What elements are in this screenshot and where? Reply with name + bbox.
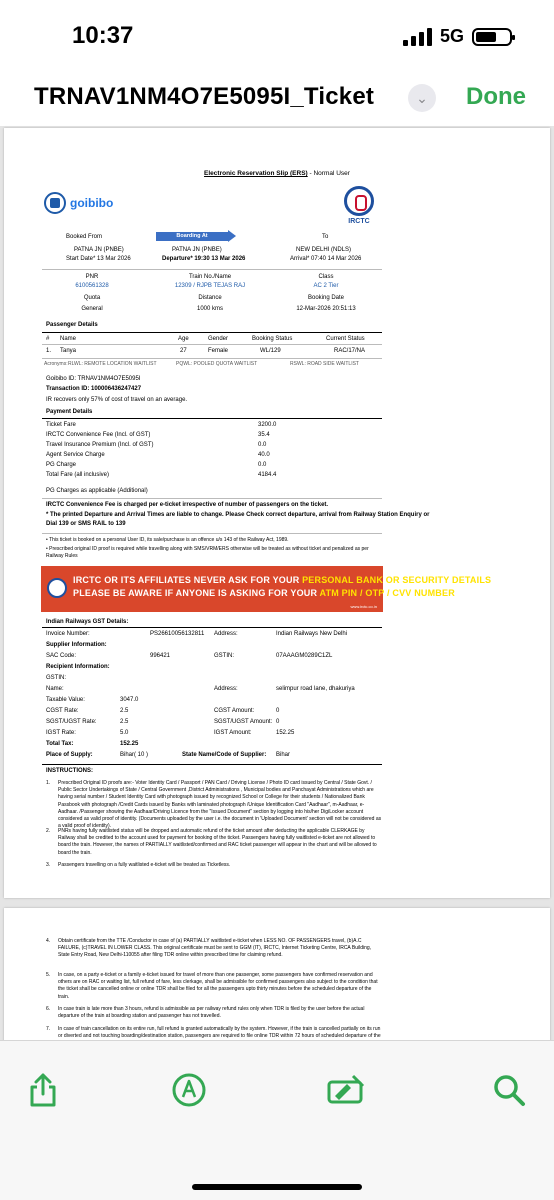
banner-line-1-a: IRCTC OR ITS AFFILIATES NEVER ASK FOR YOUR [73,575,303,585]
divider [42,533,382,534]
booking-date-label: Booking Date [307,295,345,301]
pax-header-num: # [46,336,50,342]
total-tax-value: 152.25 [120,741,139,747]
igst-rate-value: 5.0 [120,730,129,736]
convenience-note: IRCTC Convenience Fee is charged per e-ticket irrespective of number of passengers on the ticket. [46,502,329,508]
sac-value: 996421 [150,653,171,659]
pax-booking-status: WL/129 [260,348,281,354]
acronyms-label: Acronyms: [44,361,68,367]
arrival-time: Arrival* 07:40 14 Mar 2026 [290,256,362,262]
done-button[interactable]: Done [466,83,526,110]
network-type: 5G [439,26,464,46]
pax-header-booking-status: Booking Status [252,336,293,342]
place-value: Bihar( 10 ) [120,752,149,758]
taxable-label: Taxable Value: [46,697,85,703]
sgst-rate-label: SGST/UGST Rate: [46,719,97,725]
class-label: Class [318,274,334,280]
payment-label: Total Fare (all inclusive) [46,472,110,478]
home-indicator[interactable] [192,1184,362,1190]
invoice-value: PS26610056132811 [150,631,205,637]
divider [42,344,382,345]
state-value: Bihar [276,752,291,758]
instruction-4: Obtain certificate from the TTE /Conductor in case of (a) PARTIALLY waitlisted e-ticket when LESS NO. OF PASSENGERS travel, (b)A.C FAILURE, (c)TRAVEL IN LOWER CLASS. This original certificate must be sent to GGM (IT), IRCTC, Internet Ticketing Centre, IRCA Building, State Entry Road, New Delhi-110055 after filing TDR online within prescribed time for claiming refund. [58,938,372,959]
payment-value: 0.0 [258,462,267,468]
address-label: Address: [214,631,238,637]
instruction-num: 1. [46,780,51,786]
document-title[interactable]: TRNAV1NM4O7E5095I_Ticket [34,83,375,110]
pax-gender: Female [208,348,229,354]
class-value: AC 2 Tier [313,283,339,289]
notice-1: • This ticket is booked on a personal User ID, its sale/purchase is an offence u/s 143 of the Railway Act, 1989. [46,537,289,543]
instruction-6: In case train is late more than 3 hours, refund is admissible as per railway refund rules only when TDR is filed by the user before the actual departure of the train at boarding station and passenger has not travelled. [58,1006,365,1020]
sgst-amount-value: 0 [276,719,280,725]
signal-icon [403,28,432,46]
train-value: 12309 / RJPB TEJAS RAJ [174,283,246,289]
address-value: Indian Railways New Delhi [276,631,348,637]
notice-2: • Prescribed original ID proof is required while travelling along with SMS/VRM/ERS otherwise will be treated as without ticket and penalized as per Railway Rules [46,546,369,559]
recipient-address-label: Address: [214,686,238,692]
banner-line-2 [73,587,455,600]
recipient-gstin-label: GSTIN: [46,675,67,681]
distance-value: 1000 kms [196,306,223,312]
pax-age: 27 [180,348,187,354]
sgst-amount-label: SGST/UGST Amount: [214,719,273,725]
igst-rate-label: IGST Rate: [46,730,76,736]
instruction-num: 3. [46,862,51,868]
signature-icon[interactable] [328,1071,366,1109]
state-label: State Name/Code of Supplier: [182,752,267,758]
gstin-value: 07AAAGM0289C1ZL [276,653,333,659]
booking-date-value: 12-Mar-2026 20:51:13 [296,306,356,312]
pax-header-age: Age [178,336,189,342]
divider [42,269,382,270]
gstin-label: GSTIN: [214,653,235,659]
pax-header-gender: Gender [208,336,229,342]
ers-subtitle: - Normal User [309,170,350,177]
place-label: Place of Supply: [46,752,93,758]
sac-label: SAC Code: [46,653,77,659]
banner-line-1-b: PERSONAL BANK OR SECURITY DETAILS [302,575,492,585]
acronym-pqwl: PQWL: POOLED QUOTA WAITLIST [176,361,258,367]
banner-line-2-b: ATM PIN / OTP / CVV NUMBER [319,588,455,598]
payment-label: Travel Insurance Premium (Incl. of GST) [46,442,154,448]
boarding-station: PATNA JN (PNBE) [172,247,222,253]
cgst-amount-label: CGST Amount: [214,708,255,714]
search-icon[interactable] [490,1071,528,1109]
recover-note: IR recovers only 57% of cost of travel on an average. [46,397,188,403]
passenger-details-title: Passenger Details [46,322,98,328]
divider [42,627,382,628]
supplier-title: Supplier Information: [46,642,107,648]
chevron-down-icon[interactable]: ⌄ [408,84,436,112]
share-icon[interactable] [24,1071,62,1109]
recipient-title: Recipient Information: [46,664,110,670]
to-station: NEW DELHI (NDLS) [296,247,352,253]
banner-url: www.irctc.co.in [350,604,377,609]
sgst-rate-value: 2.5 [120,719,129,725]
invoice-label: Invoice Number: [46,631,90,637]
status-indicators [403,26,512,47]
goibibo-brand: goibibo [70,196,114,210]
pax-header-name: Name [60,336,77,342]
instruction-5: In case, on a party e-ticket or a family e-ticket issued for travel of more than one passenger, some passengers have confirmed reservation and others are on RAC or waiting list, full refund of fare, less clerkage, shall be admissible for confirmed passengers also subject to the condition that the ticket shall be cancelled online or online TDR shall be filed for all the passengers upto thirty minutes before the scheduled departure of the train. [58,972,378,1000]
pax-header-current-status: Current Status [326,336,365,342]
payment-label: Agent Service Charge [46,452,105,458]
quota-label: Quota [83,295,101,301]
acronym-rlwl: RLWL: REMOTE LOCATION WAITLIST [68,361,157,367]
notice-2-text: Prescribed original ID proof is required while travelling along with SMS/VRM/ERS otherwise will be treated as without ticket and penalized as per Railway Rules [46,546,369,559]
payment-label: IRCTC Convenience Fee (Incl. of GST) [46,432,151,438]
cgst-rate-label: CGST Rate: [46,708,79,714]
instruction-num: 2. [46,828,51,834]
payment-label: Ticket Fare [46,422,76,428]
transaction-id: Transaction ID: 100006436247427 [46,386,142,392]
goibibo-logo [44,192,113,214]
instruction-2: PNRs having fully waitlisted status will be dropped and automatic refund of the ticket amount after deducting the applicable CLERKAGE by Railway shall be credited to the account used for payment for booking of the ticket. Passengers having fully waitlisted e-ticket are not allowed to board the train. However, the names of PARTIALLY waitlisted/confirmed and RAC ticket passenger will appear in the chart and will be allowed to board the train. [58,828,377,856]
notice-1-text: This ticket is booked on a personal User ID, its sale/purchase is an offence u/s 143 of the Railway Act, 1989. [49,537,289,543]
instruction-num: 5. [46,972,51,978]
payment-details-title: Payment Details [46,409,93,415]
instruction-num: 7. [46,1026,51,1032]
banner-line-2-a: PLEASE BE AWARE IF ANYONE IS ASKING FOR YOUR [73,588,320,598]
pg-note: PG Charges as applicable (Additional) [46,488,148,494]
security-banner [41,566,492,612]
divider [42,498,382,499]
divider [42,764,382,765]
irctc-icon [47,578,67,598]
total-tax-label: Total Tax: [46,741,74,747]
departure-time: Departure* 19:30 13 Mar 2026 [162,256,246,262]
payment-value: 40.0 [258,452,270,458]
printed-note-1: * The printed Departure and Arrival Times are liable to change. Please Check correct departure, arrival from Railway Station Enquiry or [46,512,430,518]
pax-name: Tanya [60,348,77,354]
ers-title: Electronic Reservation Slip (ERS) [204,170,308,177]
cgst-rate-value: 2.5 [120,708,129,714]
divider [42,418,382,419]
payment-value: 4184.4 [258,472,277,478]
pax-num: 1. [46,348,52,354]
start-date: Start Date* 13 Mar 2026 [66,256,131,262]
bottom-toolbar [0,1040,554,1200]
document-viewer[interactable] [0,126,554,1040]
instruction-num: 4. [46,938,51,944]
railway-emblem-icon [44,192,66,214]
instruction-3: Passengers travelling on a fully waitlisted e-ticket will be treated as Ticketless. [58,862,231,868]
irctc-logo [344,186,374,225]
pax-current-status: RAC/17/NA [334,348,366,354]
instruction-num: 6. [46,1006,51,1012]
payment-value: 35.4 [258,432,270,438]
status-time: 10:37 [72,22,134,49]
status-bar [0,0,554,70]
battery-icon [472,28,512,46]
divider [42,358,382,359]
booked-from-label: Booked From [66,234,103,240]
to-label: To [322,234,329,240]
pnr-value: 6100561328 [75,283,109,289]
igst-amount-label: IGST Amount: [214,730,252,736]
recipient-address-value: selimpur road lane, dhakuriya [276,686,355,692]
pnr-label: PNR [85,274,99,280]
gst-title: Indian Railways GST Details: [46,619,129,625]
boarding-at-label: Boarding At [156,232,228,241]
instruction-1: Prescribed Original ID proofs are:- Voter Identity Card / Passport / PAN Card / Driving License / Photo ID card issued by Central / State Govt. / Public Sector Undertakings of State / Central Government ,District Administrations , Municipal bodies and Panchayat Administrations which are having serial number / Student Identity Card with photograph issued by recognized School or College for their students / Nationalized Bank Passbook with photograph /Credit Cards issued by Banks with laminated photograph /Unique Identification Card "Aadhaar", m-Aadhaar, e-Aadhaar. /Passenger showing the Aadhaar/Driving Licence from the "Issued Document" section by logging into his/her DigiLocker account considered as valid proof of identity. (Documents uploaded by the user i.e. the document in 'Uploaded Document' section will not be considered as a valid proof of identity). [58,780,382,830]
ticket-page-1 [4,128,550,898]
nav-bar [0,70,554,126]
acronym-rswl: RSWL: ROAD SIDE WAITLIST [290,361,359,367]
instructions-title: INSTRUCTIONS: [46,768,93,774]
recipient-name-label: Name: [46,686,64,692]
quota-value: General [81,306,103,312]
ers-heading [4,170,550,177]
payment-label: PG Charge [46,462,77,468]
banner-text [73,574,492,600]
from-station: PATNA JN (PNBE) [74,247,124,253]
instruction-7: In case of train cancellation on its entire run, full refund is granted automatically by the system. However, if the train is cancelled partially on its run or diverted and not touching boarding/destination station, passengers are required to file online TDR within 72 hours of scheduled departure of the [58,1026,381,1040]
taxable-value: 3047.0 [120,697,139,703]
igst-amount-value: 152.25 [276,730,295,736]
irctc-brand: IRCTC [348,218,370,225]
cgst-amount-value: 0 [276,708,280,714]
divider [42,332,382,333]
payment-value: 0.0 [258,442,267,448]
banner-line-1 [73,574,492,587]
goibibo-id: Goibibo ID: TRNAV1NM4O7E5095I [46,376,141,382]
markup-icon[interactable] [170,1071,208,1109]
printed-note-2: Dial 139 or SMS RAIL to 139 [46,521,126,527]
irctc-icon [344,186,374,216]
payment-value: 3200.0 [258,422,277,428]
train-label: Train No./Name [188,274,232,280]
distance-label: Distance [198,295,222,301]
